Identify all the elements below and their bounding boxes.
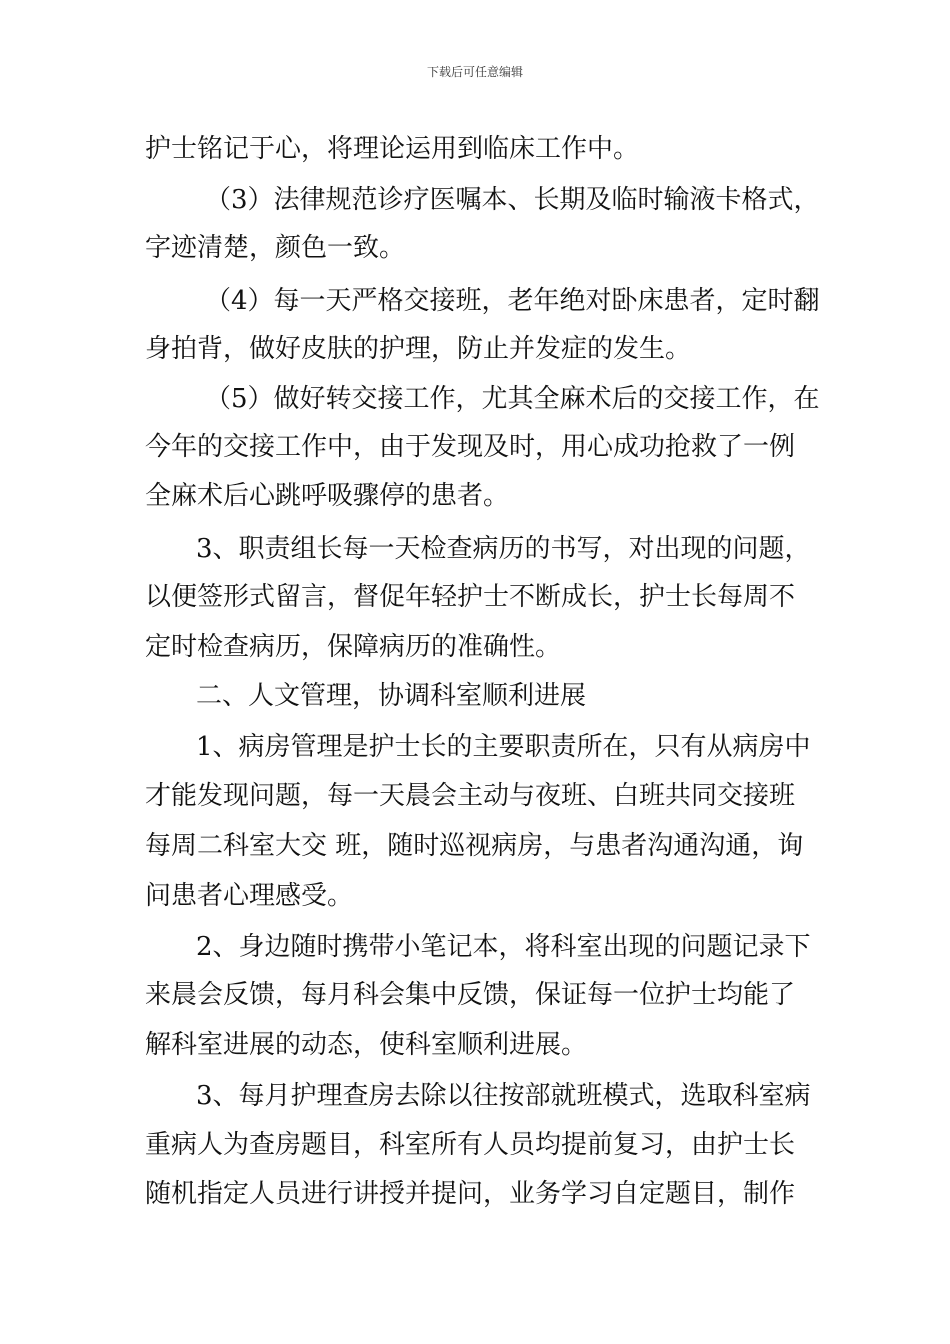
text-line: 3、每月护理查房去除以往按部就班模式，选取科室病 <box>196 1081 811 1111</box>
text-line: 字迹清楚，颜色一致。 <box>145 233 406 263</box>
text-line: 1、病房管理是护士长的主要职责所在，只有从病房中 <box>196 732 811 762</box>
text-line: 3、职责组长每一天检查病历的书写，对出现的问题， <box>196 534 811 564</box>
text-line: 随机指定人员进行讲授并提问，业务学习自定题目，制作 <box>145 1179 796 1209</box>
text-line: 来晨会反馈，每月科会集中反馈，保证每一位护士均能了 <box>145 980 796 1010</box>
text-line: 2、身边随时携带小笔记本，将科室出现的问题记录下 <box>196 932 811 962</box>
text-line: （5）做好转交接工作，尤其全麻术后的交接工作，在 <box>205 384 820 414</box>
text-line: 身拍背，做好皮肤的护理，防止并发症的发生。 <box>145 334 692 364</box>
text-line: 以便签形式留言，督促年轻护士不断成长，护士长每周不 <box>145 582 796 612</box>
text-line: 解科室进展的动态，使科室顺利进展。 <box>145 1030 588 1060</box>
text-line: （4）每一天严格交接班，老年绝对卧床患者，定时翻 <box>205 286 820 316</box>
section-heading: 二、人文管理，协调科室顺利进展 <box>196 681 587 711</box>
text-line: 全麻术后心跳呼吸骤停的患者。 <box>145 481 510 511</box>
text-line: （3）法律规范诊疗医嘱本、长期及临时输液卡格式， <box>205 185 820 215</box>
text-line: 才能发现问题，每一天晨会主动与夜班、白班共同交接班 <box>145 781 796 811</box>
page-header: 下载后可任意编辑 <box>426 65 523 79</box>
text-line: 今年的交接工作中，由于发现及时，用心成功抢救了一例 <box>145 432 796 462</box>
text-line: 定时检查病历，保障病历的准确性。 <box>145 632 562 662</box>
text-line: 每周二科室大交 班，随时巡视病房，与患者沟通沟通，询 <box>145 831 804 861</box>
text-line: 重病人为查房题目，科室所有人员均提前复习，由护士长 <box>145 1130 796 1160</box>
text-line: 问患者心理感受。 <box>145 881 354 911</box>
text-line: 护士铭记于心，将理论运用到临床工作中。 <box>145 134 640 164</box>
